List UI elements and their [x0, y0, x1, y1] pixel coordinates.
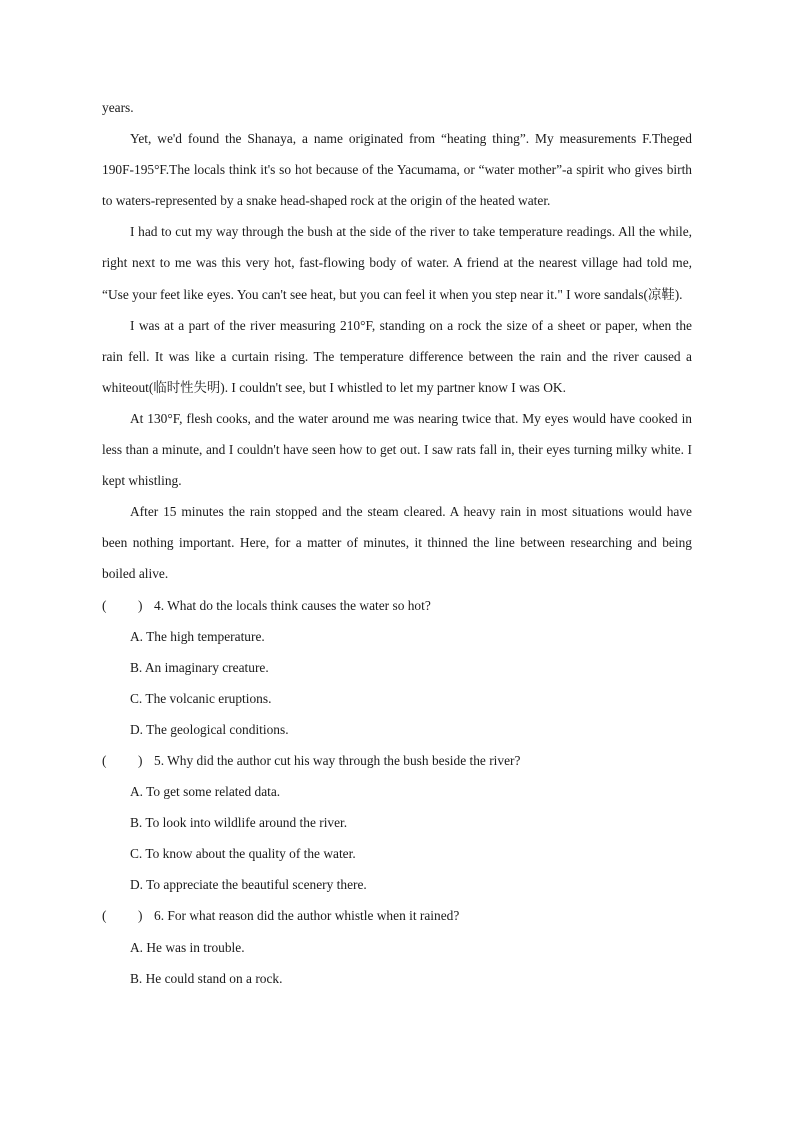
option-c: C. To know about the quality of the water. — [130, 846, 356, 862]
option-a: A. To get some related data. — [130, 784, 281, 800]
question-text: 6. For what reason did the author whistle when it rained? — [154, 908, 460, 924]
option-b: B. To look into wildlife around the river. — [130, 815, 348, 831]
question-text: 4. What do the locals think causes the water so hot? — [154, 597, 431, 613]
question-stem — [102, 590, 692, 621]
option-b: B. He could stand on a rock. — [130, 970, 283, 986]
question-text: 5. Why did the author cut his way through the bush beside the river? — [154, 752, 521, 768]
answer-blank[interactable]: ( ) — [102, 752, 143, 768]
option-d: D. The geological conditions. — [130, 721, 289, 737]
passage-paragraph: I was at a part of the river measuring 210°F, standing on a rock the size of a sheet or paper, when the rain fell. It was like a curtain rising. The temperature difference between the rain and the river caused a whiteout(临时性失明). I couldn't see, but I whistled to let my partner know I was OK. — [102, 317, 692, 395]
passage — [102, 92, 692, 590]
document-page — [102, 92, 692, 994]
answer-blank[interactable]: ( ) — [102, 597, 143, 613]
passage-paragraph: I had to cut my way through the bush at the side of the river to take temperature readings. All the while, right next to me was this very hot, fast-flowing body of water. A friend at the nearest village had told me, “Use your feet like eyes. You can't see heat, but you can feel it when you step near it." I wore sandals(凉鞋). — [102, 224, 692, 302]
option-d: D. To appreciate the beautiful scenery there. — [130, 877, 367, 893]
passage-paragraph: Yet, we'd found the Shanaya, a name originated from “heating thing”. My measurements F.Theged 190F-195°F.The locals think it's so hot because of the Yacumama, or “water mother”-a spirit who gives birth to waters-represented by a snake head-shaped rock at the origin of the heated water. — [102, 131, 692, 209]
passage-paragraph: After 15 minutes the rain stopped and the steam cleared. A heavy rain in most situations would have been nothing important. Here, for a matter of minutes, it thinned the line between researching and being boiled alive. — [102, 504, 692, 582]
question-5 — [102, 745, 692, 900]
passage-paragraph: years. — [102, 100, 134, 115]
question-6 — [102, 900, 692, 993]
question-stem — [102, 745, 692, 776]
option-a: A. He was in trouble. — [130, 939, 245, 955]
question-stem — [102, 900, 692, 931]
option-a: A. The high temperature. — [130, 628, 265, 644]
question-4 — [102, 590, 692, 745]
passage-paragraph: At 130°F, flesh cooks, and the water around me was nearing twice that. My eyes would have cooked in less than a minute, and I couldn't have seen how to get out. I saw rats fall in, their eyes turning milky white. I kept whistling. — [102, 410, 692, 489]
option-b: B. An imaginary creature. — [130, 659, 269, 675]
option-c: C. The volcanic eruptions. — [130, 690, 272, 706]
answer-blank[interactable]: ( ) — [102, 908, 143, 924]
